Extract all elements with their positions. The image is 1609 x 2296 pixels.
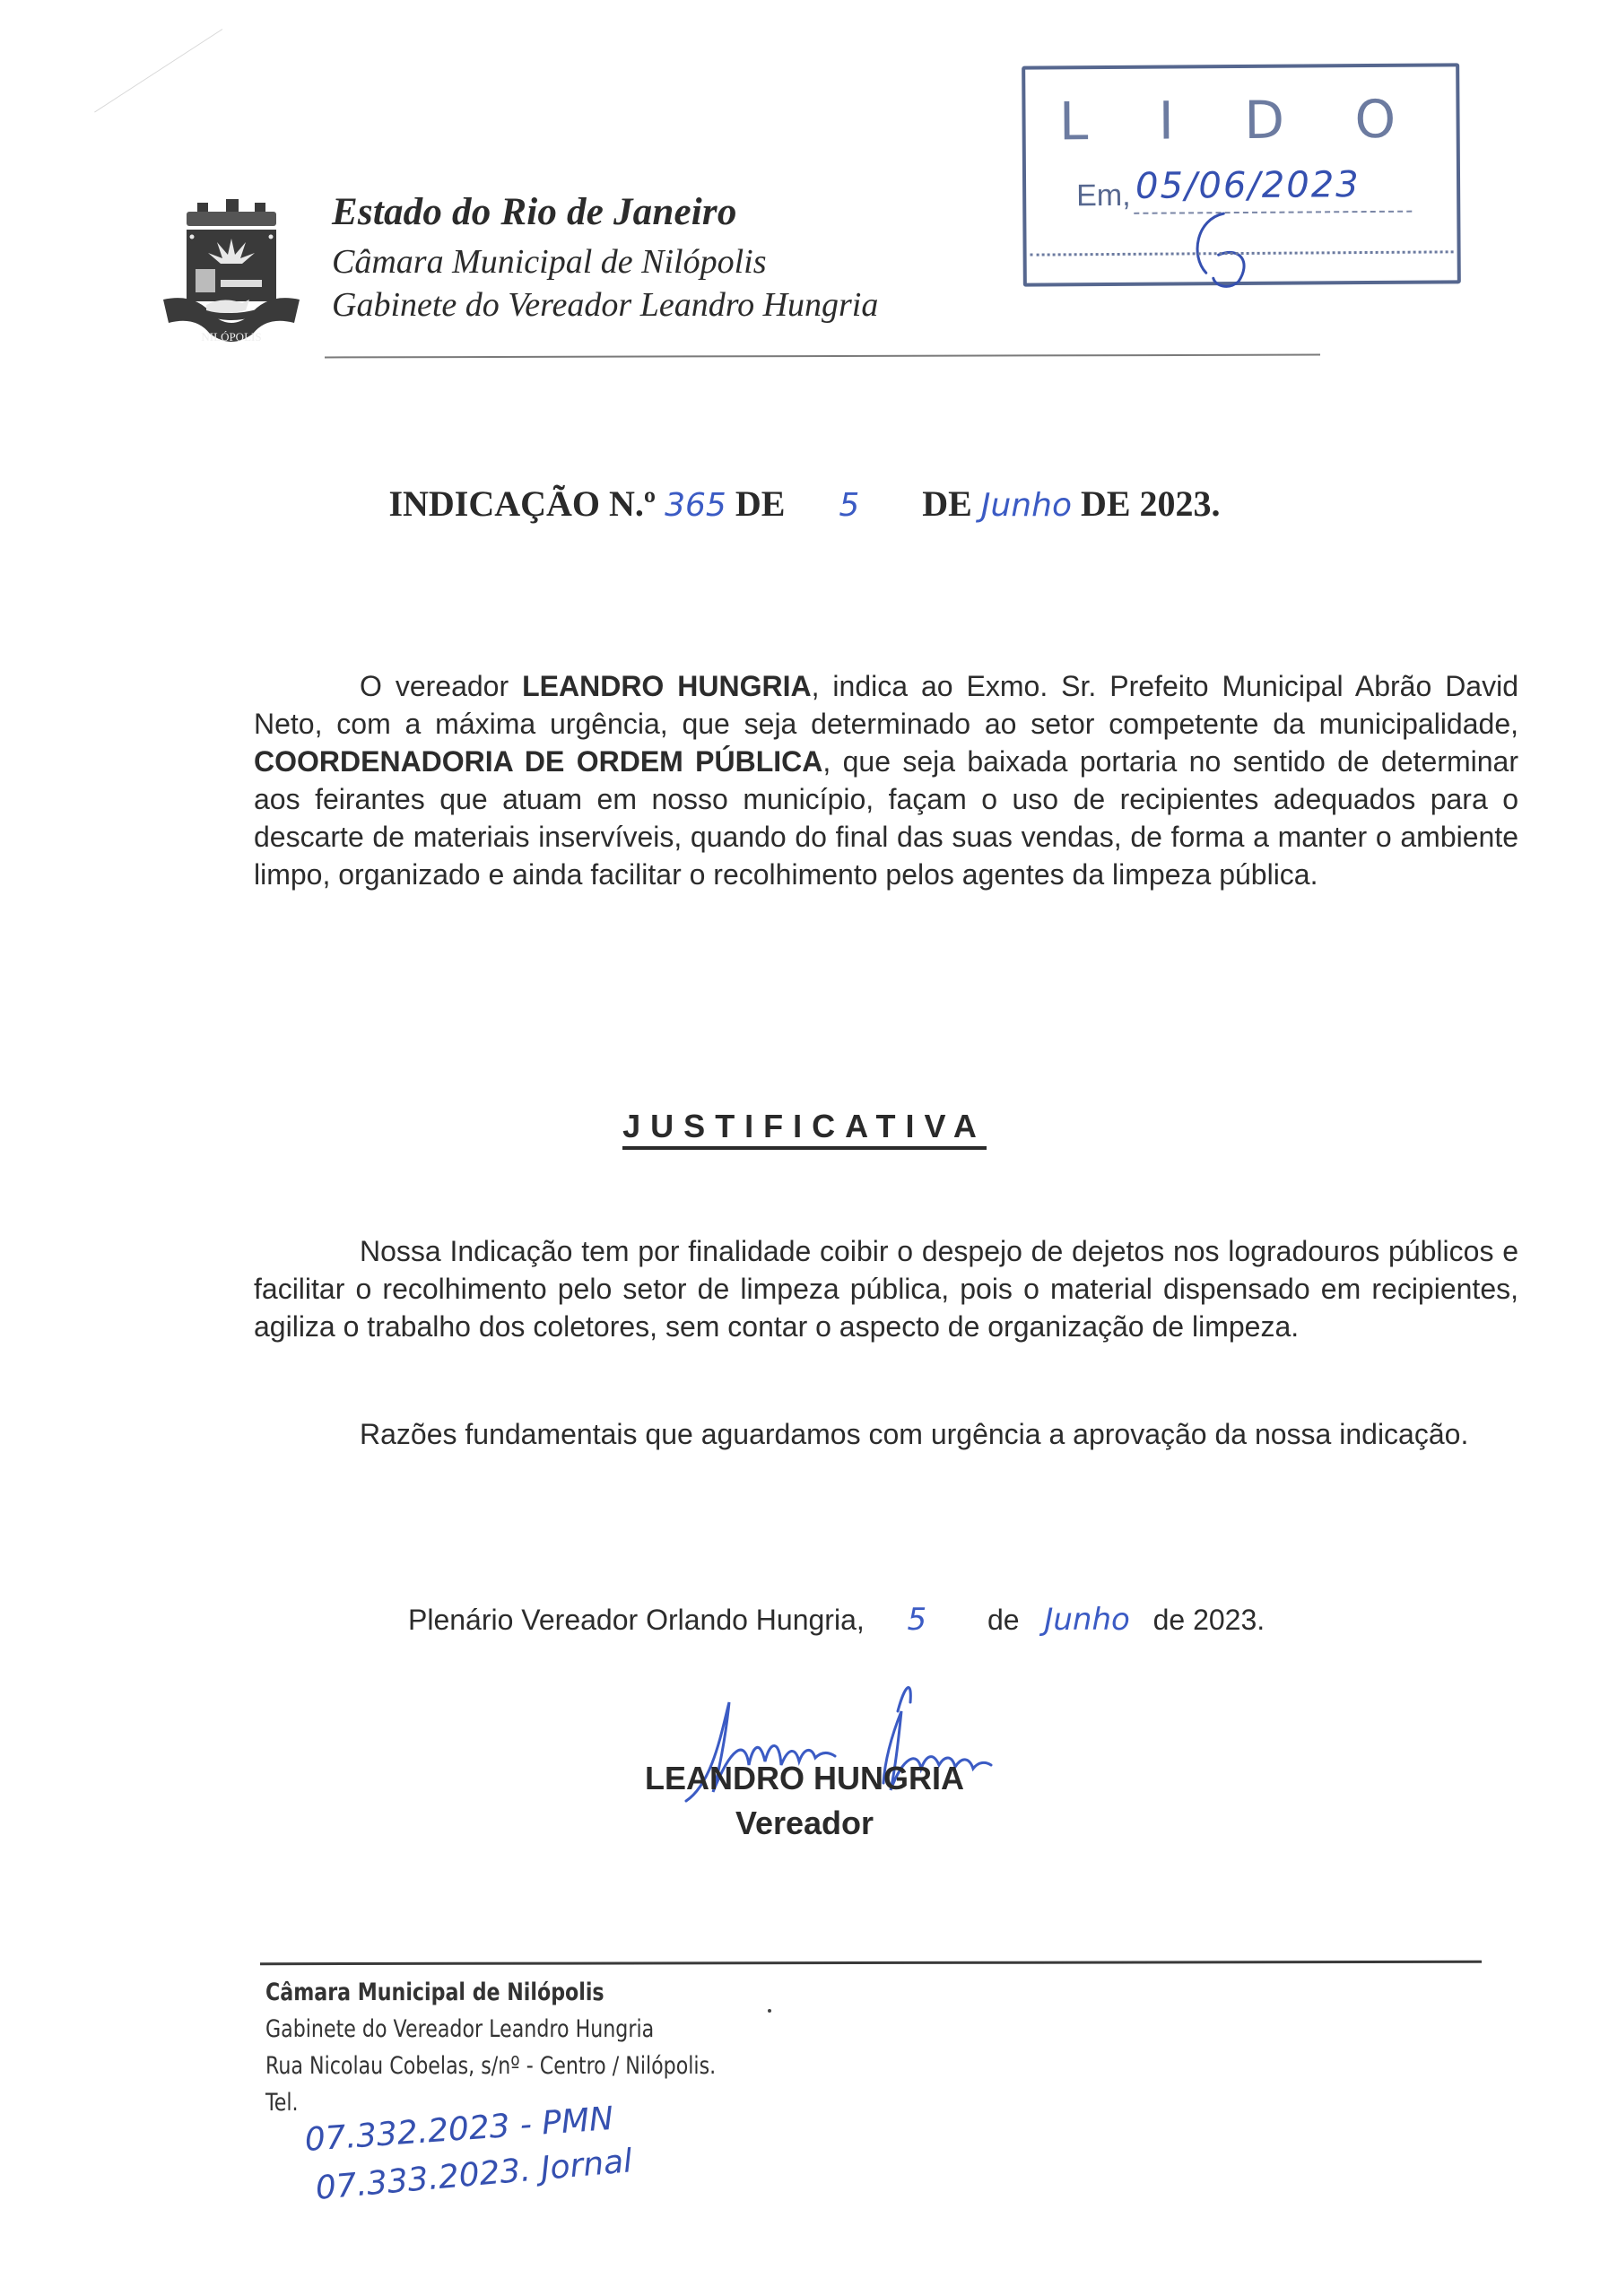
title-de-1: DE: [735, 483, 786, 524]
handwritten-note-2: 07.333.2023. Jornal: [314, 2143, 634, 2207]
scan-artifact-line: [94, 29, 222, 112]
p1-councillor-name: LEANDRO HUNGRIA: [522, 670, 812, 702]
scan-speck: [768, 2009, 771, 2013]
document-title: [0, 483, 1609, 525]
footer-divider: [260, 1961, 1482, 1965]
closing-paragraph: [254, 1415, 1518, 1453]
crest-text: NILÓPOLIS: [201, 330, 262, 344]
p1-middle: , indica ao Exmo. Sr. Prefeito Municipal Abrão David Neto, com a máxima urgência, que seja determinado ao setor competente da municipalidade,: [254, 670, 1519, 740]
title-number: 365: [665, 487, 726, 524]
signatory-role: Vereador: [735, 1805, 874, 1841]
closing-year: de 2023.: [1152, 1604, 1265, 1636]
p1-end: , que seja baixada portaria no sentido de determinar aos feirantes que atuam em nosso município, façam o uso de recipientes adequados para o descarte de materiais inservíveis, quando do final das suas vendas, de forma a manter o ambiente limpo, organizado e ainda facilitar o recolhimento pelos agentes da limpeza pública.: [254, 745, 1519, 891]
header-divider: [325, 354, 1320, 359]
stamp-date-handwritten: 05/06/2023: [1135, 164, 1361, 207]
stamp-initials-icon: [1187, 210, 1260, 291]
p1-intro: O vereador: [360, 670, 523, 702]
header-state: Estado do Rio de Janeiro: [332, 191, 737, 233]
p2-text: Nossa Indicação tem por finalidade coibir o despejo de dejetos nos logradouros públicos e facilitar o recolhimento pelo setor de limpeza pública, pois o material dispensado em recipientes, agiliza o trabalho dos coletores, sem contar o aspecto de organização de limpeza.: [254, 1235, 1518, 1343]
header-chamber: Câmara Municipal de Nilópolis: [332, 243, 767, 281]
stamp-date-label: Em,: [1076, 178, 1131, 213]
header-office: Gabinete do Vereador Leandro Hungria: [332, 286, 879, 324]
stamp-date-line: [1134, 211, 1412, 214]
closing-month: Junho: [1044, 1602, 1130, 1638]
signatory-name: LEANDRO HUNGRIA: [645, 1760, 964, 1796]
p3-text: Razões fundamentais que aguardamos com urgência a aprovação da nossa indicação.: [360, 1418, 1469, 1450]
footer-office: Gabinete do Vereador Leandro Hungria: [265, 2015, 655, 2043]
handwritten-note-1: 07.332.2023 - PMN: [303, 2100, 615, 2159]
stamp-title: L I D O: [1058, 88, 1423, 152]
title-de-2: DE: [922, 483, 972, 524]
lido-stamp: [1022, 63, 1461, 286]
title-prefix: INDICAÇÃO N.º: [388, 483, 657, 524]
indication-paragraph: [254, 667, 1518, 893]
justification-heading: [0, 1108, 1609, 1145]
footer-phone: Tel.: [265, 2089, 299, 2117]
footer-address: Rua Nicolau Cobelas, s/nº - Centro / Nilópolis.: [265, 2052, 717, 2080]
nilopolis-crest-logo: [160, 199, 303, 353]
justification-heading-text: JUSTIFICATIVA: [622, 1108, 987, 1150]
p1-department: COORDENADORIA DE ORDEM PÚBLICA: [254, 745, 823, 778]
place-name: Plenário Vereador Orlando Hungria,: [408, 1604, 865, 1636]
title-day: 5: [839, 487, 860, 524]
closing-day: 5: [907, 1602, 927, 1638]
justification-paragraph: [254, 1232, 1518, 1345]
title-suffix: DE 2023.: [1080, 483, 1221, 524]
title-month: Junho: [980, 487, 1072, 524]
closing-de: de: [987, 1604, 1020, 1636]
footer-chamber: Câmara Municipal de Nilópolis: [265, 1979, 604, 2006]
place-date-line: [408, 1602, 1265, 1638]
